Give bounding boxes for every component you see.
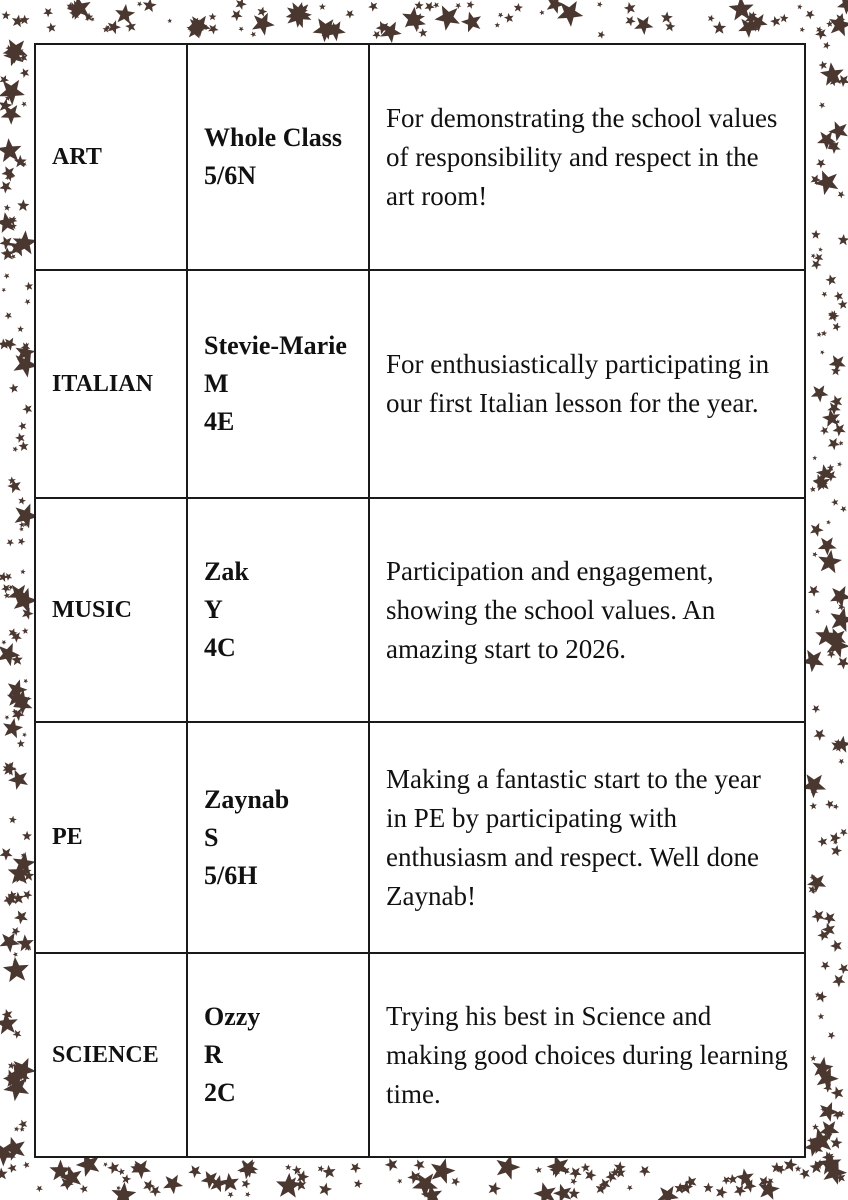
star-icon <box>137 1 143 7</box>
star-icon <box>20 569 25 574</box>
star-icon <box>627 1185 633 1191</box>
student-cell <box>187 44 369 270</box>
student-initial: M <box>204 369 229 398</box>
star-icon <box>414 1159 425 1170</box>
star-icon <box>285 1164 291 1170</box>
star-icon <box>624 2 636 14</box>
star-icon <box>4 573 12 581</box>
star-icon <box>4 592 10 598</box>
star-icon <box>770 16 780 27</box>
star-icon <box>838 300 848 310</box>
star-icon <box>823 912 836 925</box>
star-icon <box>495 22 501 27</box>
star-icon <box>780 14 789 23</box>
star-icon <box>657 1186 679 1200</box>
star-icon <box>830 586 848 608</box>
star-icon <box>20 15 30 25</box>
star-icon <box>118 1168 125 1175</box>
student-initial: R <box>204 1040 223 1069</box>
star-icon <box>425 2 435 12</box>
star-icon <box>825 800 834 809</box>
star-icon <box>350 1163 361 1174</box>
star-icon <box>825 274 836 285</box>
star-icon <box>784 1158 798 1172</box>
star-icon <box>814 171 838 196</box>
star-icon <box>236 0 247 10</box>
star-icon <box>4 204 11 211</box>
star-icon <box>3 718 23 738</box>
star-icon <box>838 234 848 245</box>
star-icon <box>547 0 565 14</box>
star-icon <box>167 18 172 23</box>
star-icon <box>830 1137 842 1149</box>
student-name: Zaynab <box>204 784 290 814</box>
star-icon <box>716 1186 728 1198</box>
star-icon <box>0 236 13 250</box>
student-class: 4E <box>204 407 235 436</box>
star-icon <box>372 31 381 39</box>
star-icon <box>80 1185 88 1194</box>
star-icon <box>805 10 815 19</box>
star-icon <box>9 384 18 394</box>
star-icon <box>833 424 846 437</box>
star-icon <box>831 845 842 856</box>
star-icon <box>385 1158 398 1171</box>
star-icon <box>418 28 427 37</box>
star-icon <box>818 247 823 252</box>
star-icon <box>451 1177 460 1186</box>
star-icon <box>18 422 26 431</box>
star-icon <box>639 1166 650 1177</box>
star-icon <box>808 586 820 597</box>
star-icon <box>22 732 27 737</box>
star-icon <box>817 332 822 337</box>
star-icon <box>811 910 824 923</box>
star-icon <box>811 260 821 270</box>
student-cell <box>187 722 369 953</box>
star-icon <box>431 1158 456 1183</box>
star-icon <box>15 433 25 443</box>
star-icon <box>1 288 6 293</box>
star-icon <box>661 11 673 23</box>
star-icon <box>799 1168 810 1179</box>
star-icon <box>828 438 841 450</box>
star-icon <box>504 13 514 23</box>
star-icon <box>9 816 17 824</box>
star-icon <box>43 8 53 17</box>
star-icon <box>833 322 841 331</box>
star-icon <box>810 523 824 537</box>
star-icon <box>245 1192 251 1198</box>
star-icon <box>380 22 402 43</box>
star-icon <box>581 1163 590 1172</box>
star-icon <box>831 607 848 632</box>
star-icon <box>834 291 843 301</box>
reason-cell: Making a fantastic start to the year in PE by participating with enthusiasm and respect. Well done Zaynab! <box>369 722 805 953</box>
star-icon <box>19 527 24 532</box>
star-icon <box>2 11 11 20</box>
star-icon <box>830 940 842 952</box>
star-icon <box>276 1173 302 1198</box>
award-row-art <box>35 44 805 270</box>
student-name: Ozzy <box>204 1002 261 1031</box>
star-icon <box>818 537 837 555</box>
star-icon <box>150 1186 161 1197</box>
student-name: Stevie-Marie <box>204 331 347 360</box>
student-class: 5/6H <box>204 860 258 890</box>
star-icon <box>734 1185 746 1197</box>
star-icon <box>467 1 475 9</box>
star-icon <box>838 759 844 765</box>
star-icon <box>812 455 817 460</box>
awards-table <box>34 43 806 1158</box>
star-icon <box>535 1166 542 1173</box>
reason-cell: For enthusiastically participating in our first Italian lesson for the year. <box>369 270 805 498</box>
star-icon <box>163 1175 183 1195</box>
star-icon <box>24 299 30 305</box>
star-icon <box>21 101 27 107</box>
star-icon <box>122 1174 132 1184</box>
star-icon <box>634 16 653 35</box>
star-icon <box>625 16 635 26</box>
reason-cell: Participation and engagement, showing the school values. An amazing start to 2026. <box>369 498 805 722</box>
star-icon <box>837 0 848 15</box>
star-icon <box>242 1179 251 1188</box>
star-icon <box>823 42 830 50</box>
star-icon <box>23 1162 30 1169</box>
star-icon <box>14 911 28 925</box>
star-icon <box>36 1186 43 1193</box>
star-icon <box>840 829 848 837</box>
star-icon <box>833 804 839 810</box>
star-icon <box>821 961 830 970</box>
star-icon <box>6 539 14 547</box>
star-icon <box>23 679 28 684</box>
star-icon <box>497 1155 521 1180</box>
star-icon <box>829 355 846 372</box>
star-icon <box>837 657 848 669</box>
star-icon <box>800 27 805 33</box>
star-icon <box>838 964 848 975</box>
star-icon <box>797 4 802 10</box>
star-icon <box>13 952 18 958</box>
star-icon <box>818 837 828 847</box>
star-icon <box>435 5 460 30</box>
star-icon <box>831 1086 844 1099</box>
star-icon <box>820 426 829 435</box>
star-icon <box>0 1168 8 1180</box>
star-icon <box>17 934 34 951</box>
star-icon <box>713 21 727 34</box>
star-icon <box>818 550 842 574</box>
star-icon <box>0 212 16 233</box>
star-icon <box>0 80 25 105</box>
star-icon <box>397 1178 402 1184</box>
star-icon <box>0 848 13 861</box>
star-icon <box>534 1182 556 1200</box>
star-icon <box>812 705 821 713</box>
star-icon <box>1 584 11 593</box>
star-icon <box>811 385 829 402</box>
star-icon <box>814 253 824 262</box>
star-icon <box>18 497 26 505</box>
star-icon <box>819 61 828 70</box>
star-icon <box>820 350 825 355</box>
star-icon <box>18 1120 27 1129</box>
star-icon <box>354 1179 363 1188</box>
star-icon <box>569 1167 581 1179</box>
star-icon <box>22 831 32 841</box>
star-icon <box>4 715 9 720</box>
star-icon <box>18 538 26 546</box>
student-class: 4C <box>204 633 236 662</box>
student-name: Zak <box>204 557 249 586</box>
star-icon <box>345 10 354 19</box>
award-row-music <box>35 498 805 722</box>
star-icon <box>810 802 817 809</box>
star-icon <box>807 874 826 893</box>
subject-cell: PE <box>35 722 187 953</box>
student-cell <box>187 953 369 1157</box>
subject-cell: ITALIAN <box>35 270 187 498</box>
award-row-science <box>35 953 805 1157</box>
subject-cell: MUSIC <box>35 498 187 722</box>
star-icon <box>498 13 504 19</box>
star-icon <box>830 832 841 844</box>
student-initial: S <box>204 822 219 852</box>
star-icon <box>18 441 28 451</box>
star-icon <box>816 159 826 168</box>
star-icon <box>461 12 481 33</box>
star-icon <box>597 2 603 8</box>
star-icon <box>116 1186 121 1191</box>
star-icon <box>143 0 157 12</box>
star-icon <box>814 729 826 741</box>
star-icon <box>292 1165 302 1175</box>
star-icon <box>488 1182 501 1195</box>
star-icon <box>19 522 25 528</box>
star-icon <box>585 1169 596 1181</box>
award-row-pe <box>35 722 805 953</box>
star-icon <box>810 486 816 492</box>
star-icon <box>22 404 32 414</box>
star-icon <box>322 1165 335 1178</box>
star-icon <box>822 409 840 427</box>
star-icon <box>46 23 56 33</box>
student-name: Whole Class <box>204 123 342 152</box>
star-icon <box>17 199 29 211</box>
star-icon <box>231 10 243 21</box>
star-icon <box>250 32 256 38</box>
student-initial: Y <box>204 595 223 624</box>
star-icon <box>0 933 20 953</box>
star-icon <box>414 1 423 10</box>
star-icon <box>0 138 21 162</box>
star-icon <box>227 1192 233 1198</box>
star-icon <box>0 181 12 193</box>
star-icon <box>831 366 841 375</box>
star-icon <box>103 1162 108 1167</box>
star-icon <box>188 1165 201 1178</box>
star-icon <box>5 312 13 320</box>
star-icon <box>22 628 29 635</box>
star-icon <box>795 1165 802 1171</box>
star-icon <box>125 21 136 32</box>
star-icon <box>319 3 326 10</box>
reason-cell: Trying his best in Science and making good choices during learning time. <box>369 953 805 1157</box>
subject-cell: ART <box>35 44 187 270</box>
student-class: 2C <box>204 1078 236 1107</box>
student-cell <box>187 270 369 498</box>
star-icon <box>7 479 20 493</box>
star-icon <box>208 24 219 34</box>
star-icon <box>23 890 33 900</box>
star-icon <box>368 2 378 12</box>
star-icon <box>703 1182 713 1192</box>
star-icon <box>818 1013 825 1020</box>
star-icon <box>831 499 838 507</box>
star-icon <box>722 1176 731 1184</box>
star-icon <box>828 310 839 321</box>
star-icon <box>17 326 24 333</box>
star-icon <box>402 7 425 30</box>
star-icon <box>819 102 826 109</box>
star-icon <box>812 552 817 558</box>
star-icon <box>2 1009 13 1020</box>
star-icon <box>14 1126 20 1132</box>
star-icon <box>665 21 675 31</box>
star-icon <box>832 975 845 988</box>
star-icon <box>20 68 30 78</box>
star-icon <box>811 230 821 239</box>
star-icon <box>1 640 6 645</box>
star-icon <box>17 740 25 748</box>
star-icon <box>837 191 845 198</box>
award-row-italian <box>35 270 805 498</box>
star-icon <box>821 330 827 336</box>
star-icon <box>736 1168 754 1186</box>
star-icon <box>598 31 606 39</box>
star-icon <box>319 1183 332 1196</box>
star-icon <box>13 446 19 452</box>
star-icon <box>539 10 544 16</box>
star-icon <box>209 13 217 21</box>
star-icon <box>115 4 135 24</box>
star-icon <box>19 1127 25 1132</box>
subject-cell: SCIENCE <box>35 953 187 1157</box>
star-icon <box>239 27 245 32</box>
star-icon <box>821 292 827 298</box>
star-icon <box>826 520 831 525</box>
star-icon <box>111 1182 136 1200</box>
star-icon <box>828 1032 836 1040</box>
star-icon <box>840 506 847 513</box>
star-icon <box>107 1162 119 1174</box>
student-class: 5/6N <box>204 161 256 190</box>
star-icon <box>810 1055 816 1061</box>
reason-cell: For demonstrating the school values of responsibility and respect in the art room! <box>369 44 805 270</box>
star-icon <box>108 20 121 34</box>
student-cell <box>187 498 369 722</box>
star-icon <box>727 1174 737 1184</box>
star-icon <box>837 462 842 467</box>
star-icon <box>815 609 820 614</box>
star-icon <box>514 3 523 12</box>
star-icon <box>455 3 461 9</box>
star-icon <box>24 282 33 291</box>
star-icon <box>570 1178 577 1185</box>
star-icon <box>828 121 848 141</box>
star-icon <box>4 273 10 279</box>
star-icon <box>708 15 715 22</box>
star-icon <box>7 1163 16 1173</box>
